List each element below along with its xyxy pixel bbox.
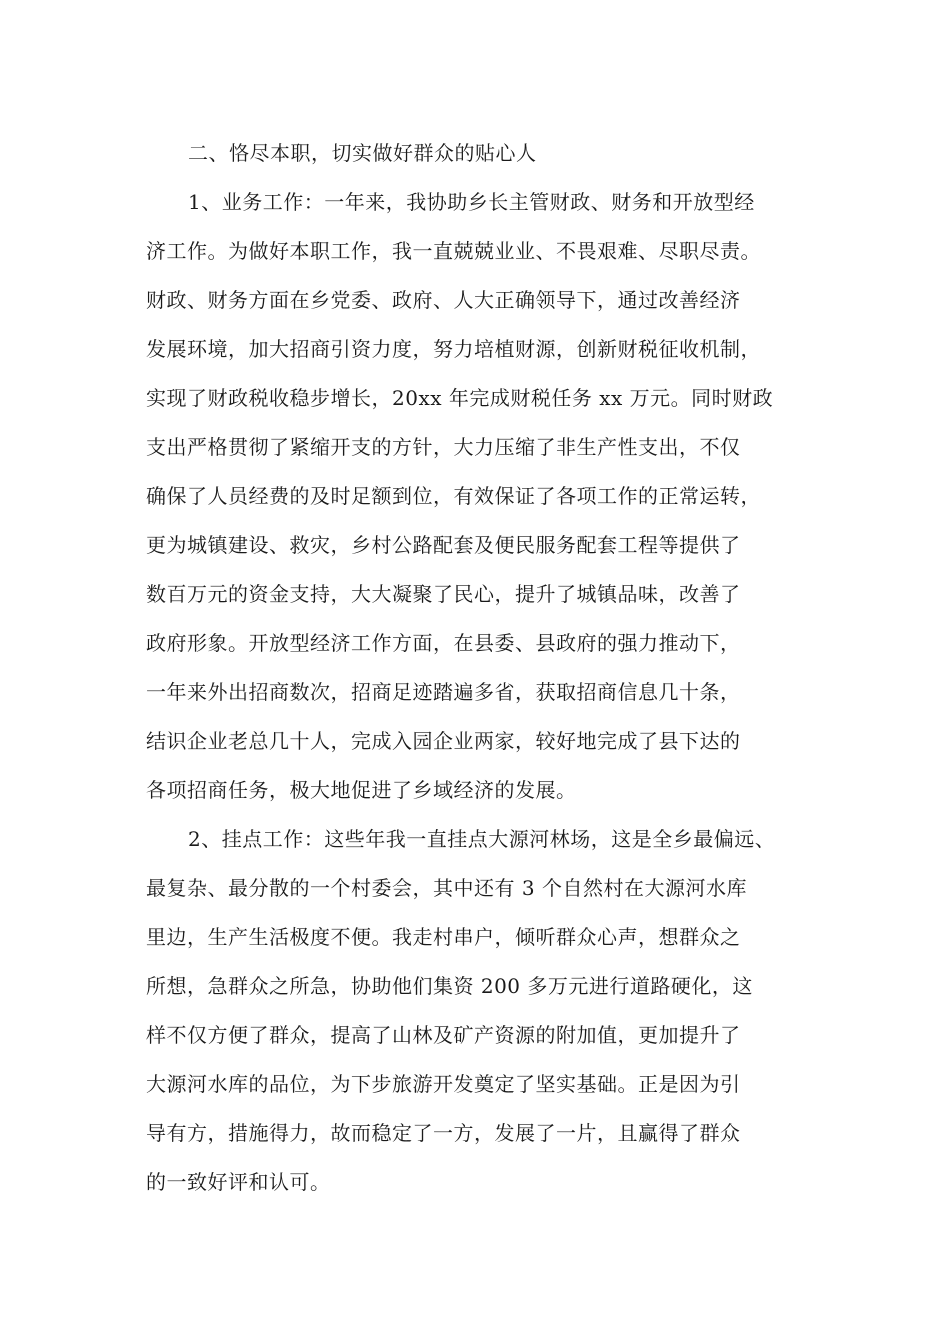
paragraph-line: 样不仅方便了群众，提高了山林及矿产资源的附加值，更加提升了: [146, 1023, 741, 1047]
paragraph-line: 导有方，措施得力，故而稳定了一方，发展了一片，且赢得了群众: [146, 1121, 741, 1145]
paragraph-line: 各项招商任务，极大地促进了乡域经济的发展。: [146, 778, 577, 802]
paragraph-line: 政府形象。开放型经济工作方面，在县委、县政府的强力推动下，: [146, 631, 741, 655]
paragraph-line: 财政、财务方面在乡党委、政府、人大正确领导下，通过改善经济: [146, 288, 741, 312]
document-body: [146, 132, 826, 1210]
paragraph-line: 结识企业老总几十人，完成入园企业两家，较好地完成了县下达的: [146, 729, 741, 753]
paragraph-line: 所想，急群众之所急，协助他们集资 200 多万元进行道路硬化，这: [146, 974, 753, 998]
paragraph-line: 2、挂点工作：这些年我一直挂点大源河林场，这是全乡最偏远、: [188, 827, 776, 851]
paragraph-line: 实现了财政税收稳步增长，20xx 年完成财税任务 xx 万元。同时财政: [146, 386, 774, 410]
paragraph-line: 数百万元的资金支持，大大凝聚了民心，提升了城镇品味，改善了: [146, 582, 741, 606]
paragraph-line: 最复杂、最分散的一个村委会，其中还有 3 个自然村在大源河水库: [146, 876, 747, 900]
paragraph-line: 大源河水库的品位，为下步旅游开发奠定了坚实基础。正是因为引: [146, 1072, 741, 1096]
paragraph-line: 里边，生产生活极度不便。我走村串户，倾听群众心声，想群众之: [146, 925, 741, 949]
paragraph-line: 的一致好评和认可。: [146, 1170, 331, 1194]
paragraph-line: 1、业务工作：一年来，我协助乡长主管财政、财务和开放型经: [188, 190, 755, 214]
paragraph-line: 济工作。为做好本职工作，我一直兢兢业业、不畏艰难、尽职尽责。: [146, 239, 761, 263]
paragraph-line: 更为城镇建设、救灾，乡村公路配套及便民服务配套工程等提供了: [146, 533, 741, 557]
paragraph-line: 发展环境，加大招商引资力度，努力培植财源，创新财税征收机制，: [146, 337, 761, 361]
section-heading: 二、恪尽本职，切实做好群众的贴心人: [188, 141, 537, 165]
paragraph-line: 支出严格贯彻了紧缩开支的方针，大力压缩了非生产性支出，不仅: [146, 435, 741, 459]
paragraph-line: 确保了人员经费的及时足额到位，有效保证了各项工作的正常运转，: [146, 484, 761, 508]
paragraph-line: 一年来外出招商数次，招商足迹踏遍多省，获取招商信息几十条，: [146, 680, 741, 704]
